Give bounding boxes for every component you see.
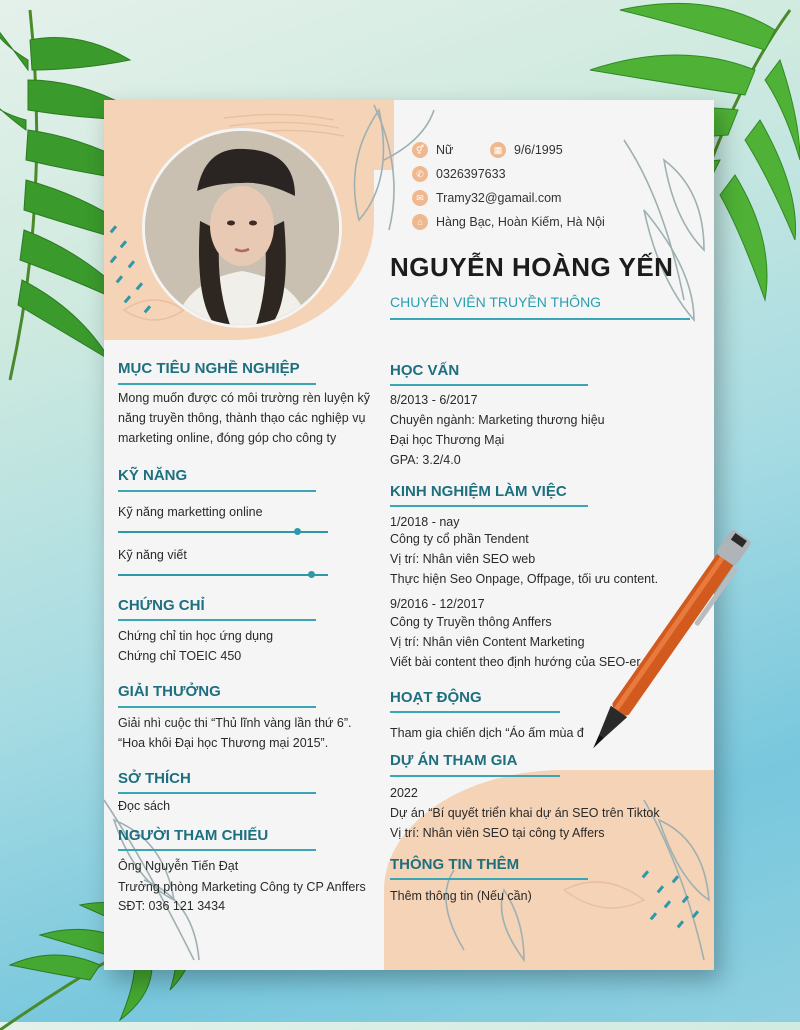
email-icon: ✉ — [412, 190, 428, 206]
certificate-line: Chứng chỉ tin học ứng dụng — [118, 629, 274, 643]
hobby-line: Đọc sách — [118, 799, 171, 813]
reference-line: Ông Nguyễn Tiến Đạt — [118, 859, 239, 873]
certificates-divider — [118, 619, 316, 621]
skills-heading: KỸ NĂNG — [118, 467, 188, 484]
reference-line: SĐT: 036 121 3434 — [118, 899, 226, 913]
phone-icon: ✆ — [412, 166, 428, 182]
job-title: CHUYÊN VIÊN TRUYỀN THÔNG — [390, 294, 602, 310]
education-divider — [390, 384, 588, 386]
objective-line: marketing online, đóng góp cho công ty — [118, 431, 337, 445]
award-line: “Hoa khôi Đại học Thương mại 2015”. — [118, 736, 329, 750]
objective-divider — [118, 383, 316, 385]
skill-label: Kỹ năng marketting online — [118, 505, 263, 519]
certificates-heading: CHỨNG CHỈ — [118, 597, 205, 614]
calendar-icon: ▦ — [490, 142, 506, 158]
hobbies-heading: SỞ THÍCH — [118, 770, 191, 787]
contact-phone: ✆ 0326397633 — [412, 166, 506, 182]
experience-line: Vị trí: Nhân viên SEO web — [390, 552, 536, 566]
skills-divider — [118, 490, 316, 492]
extra-info-divider — [390, 878, 588, 880]
project-line: Dự án “Bí quyết triển khai dự án SEO trên Tiktok — [390, 806, 660, 820]
extra-info-heading: THÔNG TIN THÊM — [390, 856, 520, 873]
hobbies-divider — [118, 792, 316, 794]
experience-line: Thực hiện Seo Onpage, Offpage, tối ưu content. — [390, 572, 659, 586]
experience-line: 9/2016 - 12/2017 — [390, 597, 485, 611]
references-heading: NGƯỜI THAM CHIẾU — [118, 827, 269, 844]
home-icon: ⌂ — [412, 214, 428, 230]
awards-divider — [118, 706, 316, 708]
education-heading: HỌC VẤN — [390, 362, 460, 379]
experience-line: 1/2018 - nay — [390, 515, 460, 529]
experience-divider — [390, 505, 588, 507]
awards-heading: GIẢI THƯỞNG — [118, 683, 221, 700]
extra-info-line: Thêm thông tin (Nếu cần) — [390, 889, 532, 903]
education-line: Đại học Thương Mại — [390, 433, 505, 447]
projects-heading: DỰ ÁN THAM GIA — [390, 752, 518, 769]
full-name: NGUYỄN HOÀNG YẾN — [390, 252, 674, 282]
skill-bar — [118, 574, 328, 576]
skill-label: Kỹ năng viết — [118, 548, 187, 562]
certificate-line: Chứng chỉ TOEIC 450 — [118, 649, 242, 663]
award-line: Giải nhì cuộc thi “Thủ lĩnh vàng lần thứ 6”. — [118, 716, 352, 730]
pen — [552, 520, 772, 780]
contact-gender: ⚥ Nữ — [412, 142, 453, 158]
project-line: 2022 — [390, 786, 418, 800]
objective-heading: MỤC TIÊU NGHỀ NGHIỆP — [118, 360, 300, 377]
education-line: 8/2013 - 6/2017 — [390, 393, 478, 407]
experience-line: Công ty cổ phần Tendent — [390, 532, 529, 546]
activity-line: Tham gia chiến dịch “Áo ấm mùa đ — [390, 726, 584, 740]
education-line: Chuyên ngành: Marketing thương hiệu — [390, 413, 605, 427]
reference-line: Trưởng phòng Marketing Công ty CP Anffers — [118, 880, 366, 894]
experience-line: Công ty Truyền thông Anffers — [390, 615, 552, 629]
projects-divider — [390, 775, 560, 777]
references-divider — [118, 849, 316, 851]
education-line: GPA: 3.2/4.0 — [390, 453, 461, 467]
activities-heading: HOẠT ĐỘNG — [390, 689, 482, 706]
objective-line: năng truyền thông, thành thạo các nghiệp vụ — [118, 411, 366, 425]
project-line: Vị trí: Nhân viên SEO tại công ty Affers — [390, 826, 605, 840]
experience-line: Vị trí: Nhân viên Content Marketing — [390, 635, 585, 649]
avatar — [142, 128, 342, 328]
experience-line: Viết bài content theo định hướng của SEO-er — [390, 655, 641, 669]
contact-email: ✉ Tramy32@gamail.com — [412, 190, 561, 206]
contact-address: ⌂ Hàng Bạc, Hoàn Kiếm, Hà Nội — [412, 214, 605, 230]
experience-heading: KINH NGHIỆM LÀM VIỆC — [390, 483, 567, 500]
skill-level-marker — [294, 528, 301, 535]
title-divider — [390, 318, 690, 320]
objective-line: Mong muốn được có môi trường rèn luyện kỹ — [118, 391, 370, 405]
gender-icon: ⚥ — [412, 142, 428, 158]
activities-divider — [390, 711, 560, 713]
contact-dob: ▦ 9/6/1995 — [490, 142, 563, 158]
